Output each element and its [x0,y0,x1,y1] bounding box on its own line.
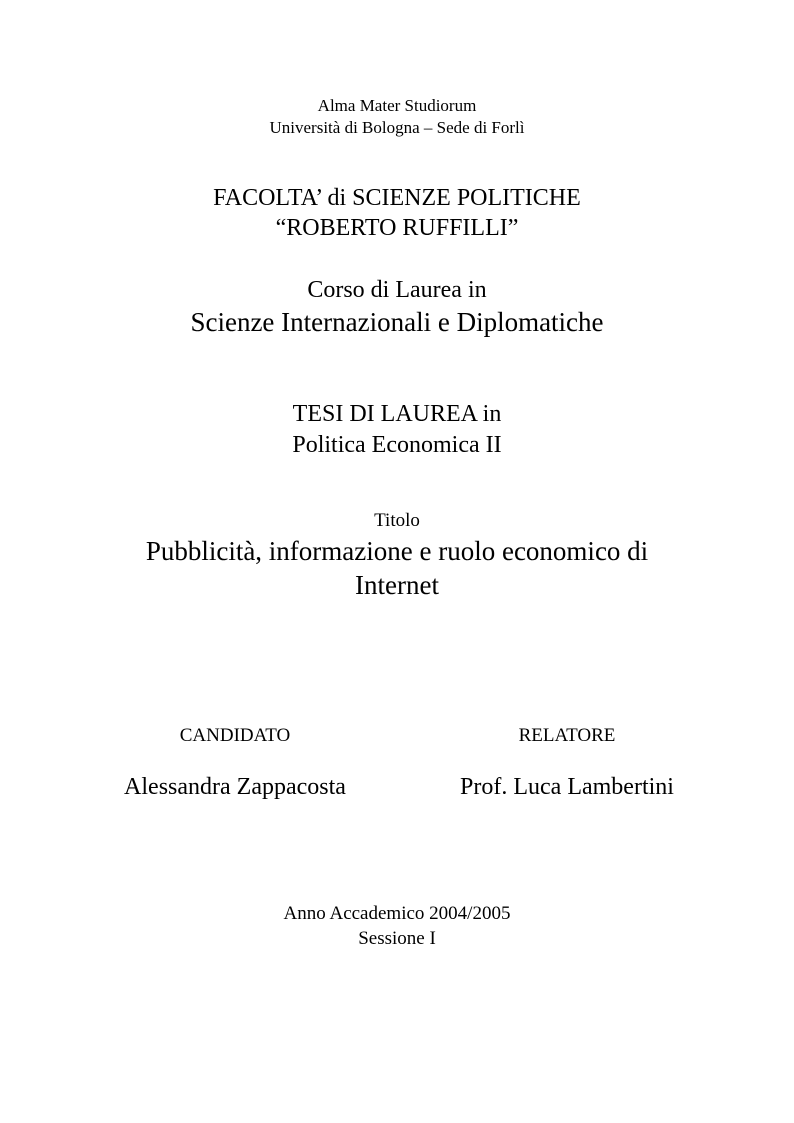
candidate-name: Alessandra Zappacosta [124,774,346,800]
candidate-label: CANDIDATO [179,725,291,746]
thesis-title-line1: Pubblicità, informazione e ruolo economico di [145,536,649,566]
title-label: Titolo [374,510,420,531]
thesis-label: TESI DI LAUREA in [292,401,502,427]
supervisor-label: RELATORE [518,725,616,746]
course-name: Scienze Internazionali e Diplomatiche [190,307,604,337]
university-seat: Università di Bologna – Sede di Forlì [269,118,525,137]
faculty-name: FACOLTA’ di SCIENZE POLITICHE [213,185,581,211]
course-intro: Corso di Laurea in [307,277,487,303]
academic-year: Anno Accademico 2004/2005 [283,903,511,924]
supervisor-name: Prof. Luca Lambertini [460,774,674,800]
faculty-dedication: “ROBERTO RUFFILLI” [275,215,519,241]
thesis-title-line2: Internet [355,570,439,600]
institution-name: Alma Mater Studiorum [317,96,477,115]
thesis-subject: Politica Economica II [292,432,502,458]
session: Sessione I [358,928,436,949]
